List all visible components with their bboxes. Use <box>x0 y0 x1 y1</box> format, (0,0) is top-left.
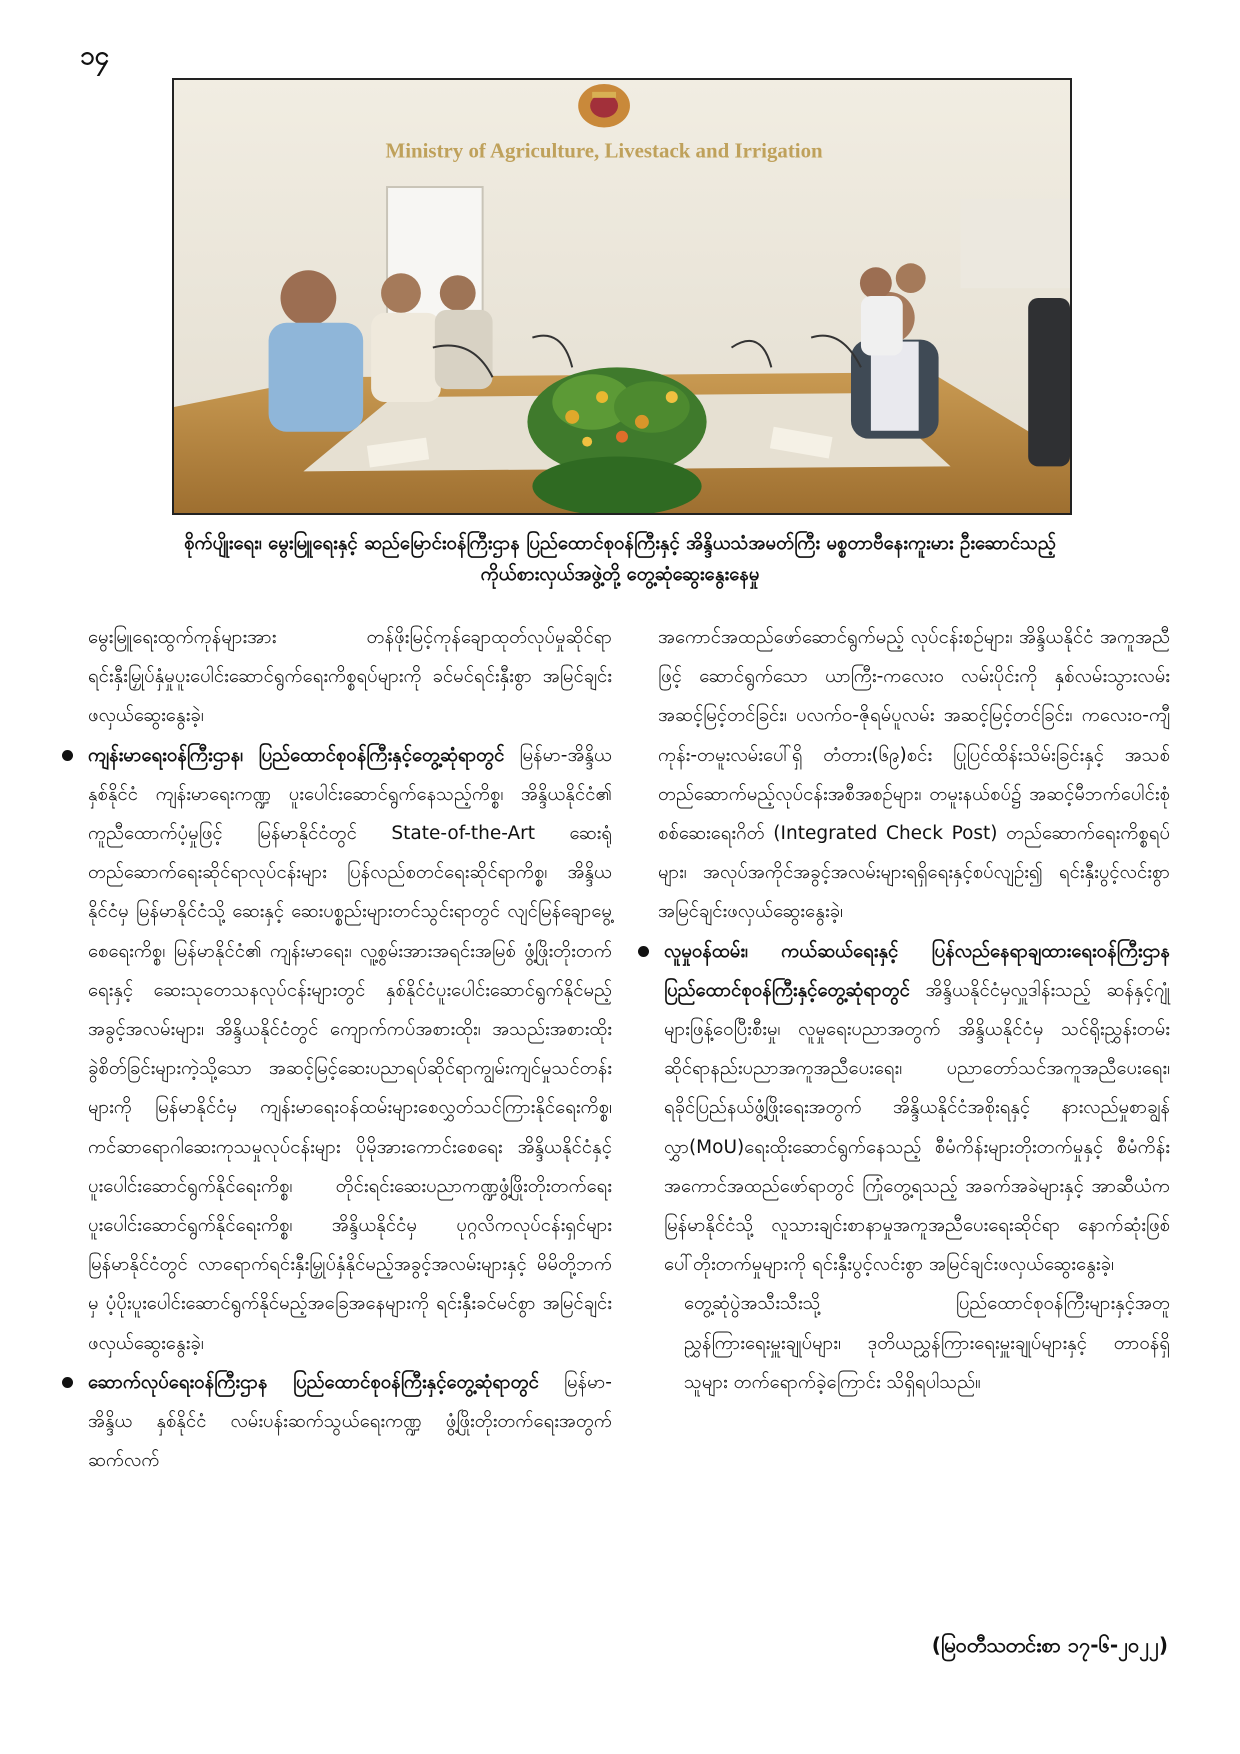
caption-line-1: စိုက်ပျိုးရေး၊ မွေးမြူရေးနှင့် ဆည်မြောင်းဝန်ကြီးဌာန ပြည်ထောင်စုဝန်ကြီးနှင့် အိန္ဒိယသံအမတ်ကြီး မစ္စတာဗီနေးကူးမား ဦးဆောင်သည့် <box>184 533 1056 554</box>
bullet-heading: လူမှုဝန်ထမ်း၊ ကယ်ဆယ်ရေးနှင့် ပြန်လည်နေရာချထားရေးဝန်ကြီးဌာန ပြည်ထောင်စုဝန်ကြီးနှင့်တွေ့ဆုံရာတွင် <box>664 940 1170 1001</box>
flower-arrangement <box>527 367 706 513</box>
page-number: ၁၄ <box>80 41 110 71</box>
intro-paragraph: မွေးမြူရေးထွက်ကုန်များအား တန်ဖိုးမြင့်ကုန်ချောထုတ်လုပ်မှုဆိုင်ရာ ရင်းနှီးမြှုပ်နှံမှုပူးပေါင်းဆောင်ရွက်ရေးကိစ္စရပ်များကို ခင်မင်ရင်းနှီးစွာ အမြင်ချင်းဖလှယ်ဆွေးနွေးခဲ့၊ <box>88 627 612 727</box>
source-citation: (မြဝတီသတင်းစာ ၁၇-၆-၂၀၂၂) <box>931 1633 1168 1657</box>
bullet-body: မြန်မာ-အိန္ဒိယ နှစ်နိုင်ငံ ကျန်းမာရေးကဏ္ဍ ပူးပေါင်းဆောင်ရွက်နေသည့်ကိစ္စ၊ အိန္ဒိယနိုင်ငံ၏ ကူညီထောက်ပံ့မှုဖြင့် မြန်မာနိုင်ငံတွင် State-of-the-Art ဆေးရုံတည်ဆောက်ရေးဆိုင်ရာလုပ်ငန်းများ ပြန်လည်စတင်ရေးဆိုင်ရာကိစ္စ၊ အိန္ဒိယနိုင်ငံမှ မြန်မာနိုင်ငံသို့ ဆေးနှင့် ဆေးပစ္စည်းများတင်သွင်းရာတွင် လျင်မြန်ချောမွေ့စေရေးကိစ္စ၊ မြန်မာနိုင်ငံ၏ ကျန်းမာရေး၊ လူ့စွမ်းအားအရင်းအမြစ် ဖွံ့ဖြိုးတိုးတက်ရေးနှင့် ဆေးသုတေသနလုပ်ငန်းများတွင် နှစ်နိုင်ငံပူးပေါင်းဆောင်ရွက်နိုင်မည့်အခွင့်အလမ်းများ၊ အိန္ဒိယနိုင်ငံတွင် ကျောက်ကပ်အစားထိုး၊ အသည်းအစားထိုးခွဲစိတ်ခြင်းများကဲ့သို့သော အဆင့်မြင့်ဆေးပညာရပ်ဆိုင်ရာကျွမ်းကျင်မှုသင်တန်းများကို မြန်မာနိုင်ငံမှ ကျန်းမာရေးဝန်ထမ်းများစေလွှတ်သင်ကြားနိုင်ရေးကိစ္စ၊ ကင်ဆာရောဂါဆေးကုသမှုလုပ်ငန်းများ ပိုမိုအားကောင်းစေရေး အိန္ဒိယနိုင်ငံနှင့် ပူးပေါင်းဆောင်ရွက်နိုင်ရေးကိစ္စ၊ တိုင်းရင်းဆေးပညာကဏ္ဍဖွံ့ဖြိုးတိုးတက်ရေး ပူးပေါင်းဆောင်ရွက်နိုင်ရေးကိစ္စ၊ အိန္ဒိယနိုင်ငံမှ ပုဂ္ဂလိကလုပ်ငန်းရှင်များ မြန်မာနိုင်ငံတွင် လာရောက်ရင်းနှီးမြှုပ်နှံနိုင်မည့်အခွင့်အလမ်းများနှင့် မိမိတို့ဘက်မှ ပံ့ပိုးပူးပေါင်းဆောင်ရွက်နိုင်မည့်အခြေအနေများကို ရင်းနှီးခင်မင်စွာ အမြင်ချင်းဖလှယ်ဆွေးနွေးခဲ့၊ <box>88 744 612 1354</box>
bullet-social-welfare-ministry <box>638 932 1170 1285</box>
meeting-photo <box>172 78 1072 515</box>
bullet-heading: ကျန်းမာရေးဝန်ကြီးဌာန၊ ပြည်ထောင်စုဝန်ကြီးနှင့်တွေ့ဆုံရာတွင် <box>88 744 505 766</box>
meeting-photo-illustration <box>174 80 1070 513</box>
bullet-dot-icon <box>62 1377 73 1388</box>
bullet-health-ministry <box>62 736 612 1363</box>
bullet-body: အိန္ဒိယနိုင်ငံမှလှူဒါန်းသည့် ဆန်နှင့်ဂျုံများဖြန့်ဝေပြီးစီးမှု၊ လူမှုရေးပညာအတွက် အိန္ဒိယနိုင်ငံမှ သင်ရိုးညွှန်းတမ်းဆိုင်ရာနည်းပညာအကူအညီပေးရေး၊ ပညာတော်သင်အကူအညီပေးရေး၊ ရခိုင်ပြည်နယ်ဖွံ့ဖြိုးရေးအတွက် အိန္ဒိယနိုင်ငံအစိုးရနှင့် နားလည်မှုစာချွန်လွှာ(MoU)ရေးထိုးဆောင်ရွက်နေသည့် စီမံကိန်းများတိုးတက်မှုနှင့် စီမံကိန်းအကောင်အထည်ဖော်ရာတွင် ကြုံတွေ့ရသည့် အခက်အခဲများနှင့် အာဆီယံက မြန်မာနိုင်ငံသို့ လူသားချင်းစာနာမှုအကူအညီပေးရေးဆိုင်ရာ နောက်ဆုံးဖြစ်ပေါ်တိုးတက်မှုများကို ရင်းနှီးပွင့်လင်းစွာ အမြင်ချင်းဖလှယ်ဆွေးနွေးခဲ့၊ <box>664 979 1170 1276</box>
state-emblem <box>578 84 630 128</box>
bullet-heading: ဆောက်လုပ်ရေးဝန်ကြီးဌာန ပြည်ထောင်စုဝန်ကြီးနှင့်တွေ့ဆုံရာတွင် <box>88 1371 539 1393</box>
caption-line-2: ကိုယ်စားလှယ်အဖွဲ့တို့ တွေ့ဆုံဆွေးနွေးနေမှု <box>480 564 760 585</box>
ministry-sign: Ministry of Agriculture, Livestack and Irrigation <box>385 138 823 163</box>
left-column <box>88 618 612 1480</box>
bullet-dot-icon <box>62 750 73 761</box>
closing-paragraph: တွေ့ဆုံပွဲအသီးသီးသို့ ပြည်ထောင်စုဝန်ကြီးများနှင့်အတူ ညွှန်ကြားရေးမှူးချုပ်များ၊ ဒုတိယညွှန်ကြားရေးမှူးချုပ်များနှင့် တာဝန်ရှိသူများ တက်ရောက်ခဲ့ကြောင်း သိရှိရပါသည်။ <box>684 1293 1170 1393</box>
right-column <box>658 618 1170 1402</box>
bullet-dot-icon <box>638 946 649 957</box>
bullet-body: မြန်မာ-အိန္ဒိယ နှစ်နိုင်ငံ လမ်းပန်းဆက်သွယ်ရေးကဏ္ဍ ဖွံ့ဖြိုးတိုးတက်ရေးအတွက် ဆက်လက် <box>88 1371 612 1472</box>
photo-caption <box>60 528 1180 590</box>
continuation-paragraph: အကောင်အထည်ဖော်ဆောင်ရွက်မည့် လုပ်ငန်းစဉ်များ၊ အိန္ဒိယနိုင်ငံ အကူအညီဖြင့် ဆောင်ရွက်သော ယာကြီး-ကလေးဝ လမ်းပိုင်းကို နှစ်လမ်းသွားလမ်း အဆင့်မြင့်တင်ခြင်း၊ ပလက်ဝ-ဇိုရမ်ပူလမ်း အဆင့်မြင့်တင်ခြင်း၊ ကလေးဝ-ကျီကုန်း-တမူးလမ်းပေါ်ရှိ တံတား(၆၉)စင်း ပြုပြင်ထိန်းသိမ်းခြင်းနှင့် အသစ်တည်ဆောက်မည့်လုပ်ငန်းအစီအစဉ်များ၊ တမူးနယ်စပ်၌ အဆင့်မီဘက်ပေါင်းစုံစစ်ဆေးရေးဂိတ် (Integrated Check Post) တည်ဆောက်ရေးကိစ္စရပ်များ၊ အလုပ်အကိုင်အခွင့်အလမ်းများရရှိရေးနှင့်စပ်လျဉ်း၍ ရင်းနှီးပွင့်လင်းစွာအမြင်ချင်းဖလှယ်ဆွေးနွေးခဲ့၊ <box>658 627 1170 923</box>
bullet-construction-ministry <box>62 1363 612 1481</box>
